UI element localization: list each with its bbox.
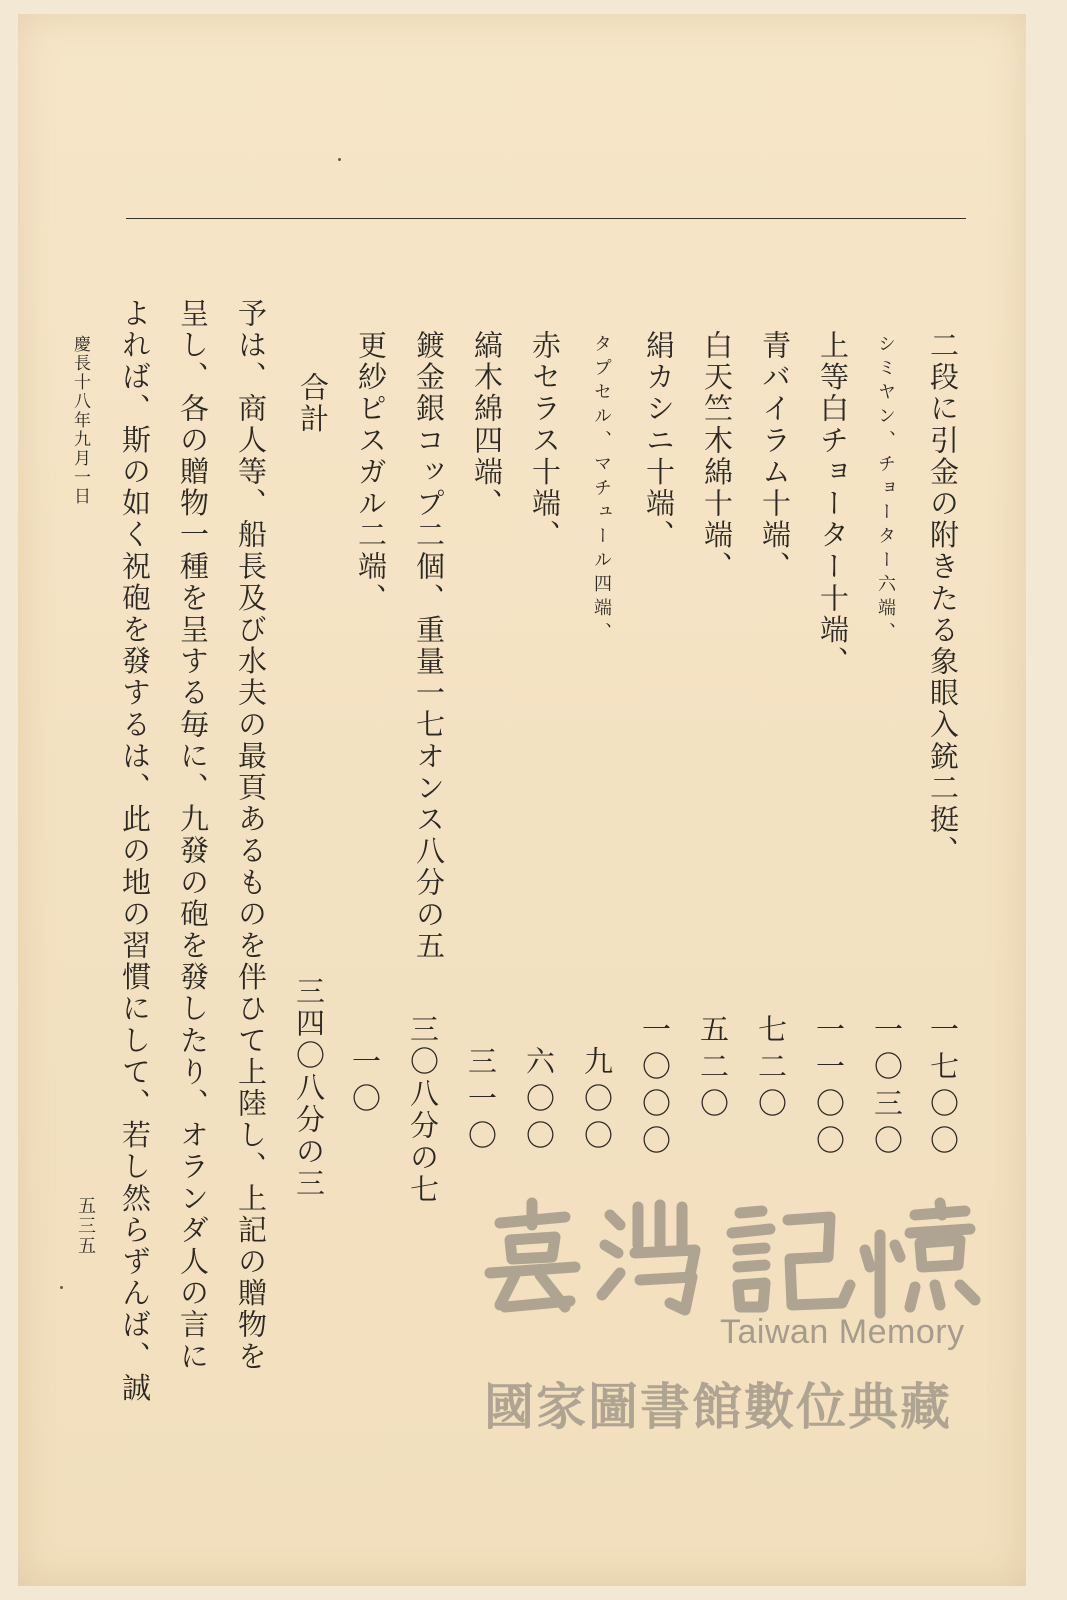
paper-speck xyxy=(60,1286,63,1289)
item-line: 上等白チョーター十端、 xyxy=(816,330,850,678)
item-line: 鍍金銀コップ二個、重量一七オンス八分の五 xyxy=(412,330,446,962)
item-line: 青バイラム十端、 xyxy=(758,330,792,583)
item-amount: 三一〇 xyxy=(464,1046,498,1157)
watermark-logo xyxy=(470,1195,990,1325)
body-line: よれば、斯の如く祝砲を發するは、此の地の習慣にして、若し然らずんば、誠 xyxy=(118,298,152,1404)
watermark xyxy=(470,1195,990,1435)
item-amount: 五二〇 xyxy=(696,1014,730,1125)
item-amount: 一〇 xyxy=(348,1046,382,1120)
watermark-english: Taiwan Memory xyxy=(720,1313,965,1351)
item-line: シミヤン、チョーター六端、 xyxy=(875,334,896,646)
item-amount: 九〇〇 xyxy=(580,1046,614,1157)
item-line: タプセル、マチュール四端、 xyxy=(591,334,612,646)
header-rule xyxy=(126,218,966,219)
item-line: 白天竺木綿十端、 xyxy=(700,330,734,583)
item-amount: 一〇〇〇 xyxy=(638,1014,672,1162)
date-header: 慶長十八年九月一日 xyxy=(70,335,90,506)
item-amount: 六〇〇 xyxy=(522,1046,556,1157)
total-label: 合計 xyxy=(296,372,330,436)
item-amount: 一〇三〇 xyxy=(870,1014,904,1162)
body-line: 予は、商人等、船長及び水夫の最頁あるものを伴ひて上陸し、上記の贈物を xyxy=(234,298,268,1373)
item-line: 更紗ピスガル二端、 xyxy=(354,330,388,615)
body-line: 呈し、各の贈物一種を呈する毎に、九發の砲を發したり、オランダ人の言に xyxy=(176,298,210,1373)
item-amount: 一一〇〇 xyxy=(812,1014,846,1162)
item-amount: 三〇八分の七 xyxy=(406,1014,440,1206)
page-number: 五三五 xyxy=(75,1196,96,1256)
total-amount: 三四〇八分の三 xyxy=(292,976,326,1200)
watermark-chinese: 國家圖書館數位典藏 xyxy=(484,1378,952,1436)
item-line: 二段に引金の附きたる象眼入銃二挺、 xyxy=(926,330,960,868)
item-line: 縞木綿四端、 xyxy=(470,330,504,520)
item-amount: 一七〇〇 xyxy=(926,1014,960,1162)
item-line: 絹カシニ十端、 xyxy=(642,330,676,552)
paper-speck xyxy=(338,158,341,161)
item-amount: 七二〇 xyxy=(754,1014,788,1125)
item-line: 赤セラス十端、 xyxy=(528,330,562,552)
